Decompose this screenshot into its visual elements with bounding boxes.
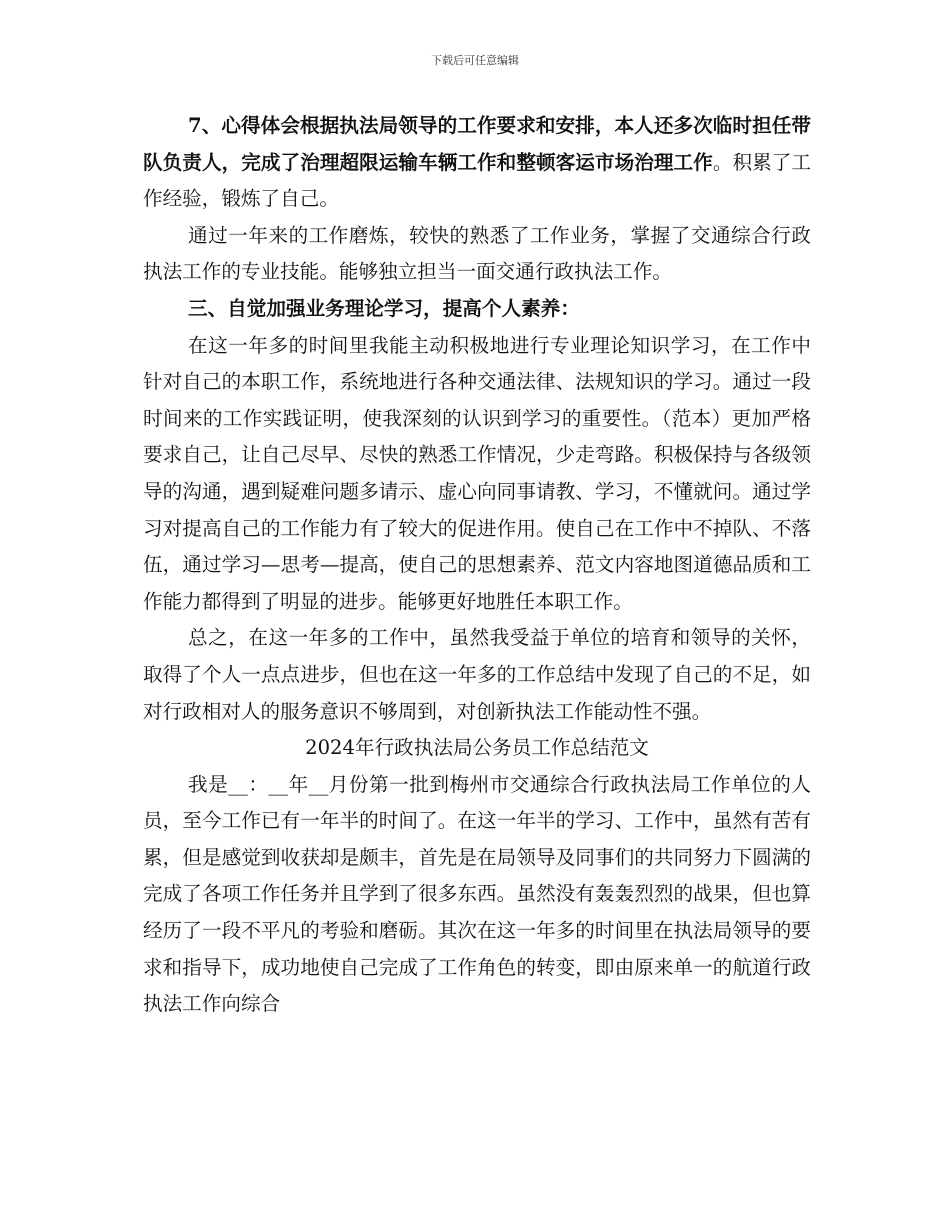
paragraph-7 (143, 108, 811, 218)
article-title: 2024年行政执法局公务员工作总结范文 (305, 736, 649, 760)
page-header: 下载后可任意编辑 (431, 54, 519, 67)
paragraph-study: 在这一年多的时间里我能主动积极地进行专业理论知识学习，在工作中针对自己的本职工作，系统地进行各种交通法律、法规知识的学习。通过一段时间来的工作实践证明，使我深刻的认识到学习的重要性。（范本）更加严格要求自己，让自己尽早、尽快的熟悉工作情况，少走弯路。积极保持与各级领导的沟通，遇到疑难问题多请示、虚心向同事请教、学习，不懂就问。通过学习对提高自己的工作能力有了较大的促进作用。使自己在工作中不掉队、不落伍，通过学习—思考—提高，使自己的思想素养、范文内容地图道德品质和工作能力都得到了明显的进步。能够更好地胜任本职工作。 (143, 333, 811, 613)
paragraph-conclusion: 总之，在这一年多的工作中，虽然我受益于单位的培育和领导的关怀，取得了个人一点点进步，但也在这一年多的工作总结中发现了自己的不足，如对行政相对人的服务意识不够周到，对创新执法工作能动性不强。 (143, 626, 811, 723)
paragraph-summary-year: 通过一年来的工作磨炼，较快的熟悉了工作业务，掌握了交通综合行政执法工作的专业技能。能够独立担当一面交通行政执法工作。 (143, 223, 811, 284)
paragraph-7-rest: 。积累了工作经验，锻炼了自己。 (143, 150, 812, 211)
section-heading-3: 三、自觉加强业务理论学习，提高个人素养： (188, 296, 580, 320)
paragraph-intro: 我是__：__年__月份第一批到梅州市交通综合行政执法局工作单位的人员，至今工作已有一年半的时间了。在这一年半的学习、工作中，虽然有苦有累，但是感觉到收获却是颇丰，首先是在局领导及同事们的共同努力下圆满的完成了各项工作任务并且学到了很多东西。虽然没有轰轰烈烈的战果，但也算经历了一段不平凡的考验和磨砺。其次在这一年多的时间里在执法局领导的要求和指导下，成功地使自己完成了工作角色的转变，即由原来单一的航道行政执法工作向综合 (143, 772, 811, 1016)
document-body (143, 108, 811, 1023)
paragraph-7-bold: 7、心得体会根据执法局领导的工作要求和安排，本人还多次临时担任带队负责人，完成了治理超限运输车辆工作和整顿客运市场治理工作 (143, 114, 811, 174)
